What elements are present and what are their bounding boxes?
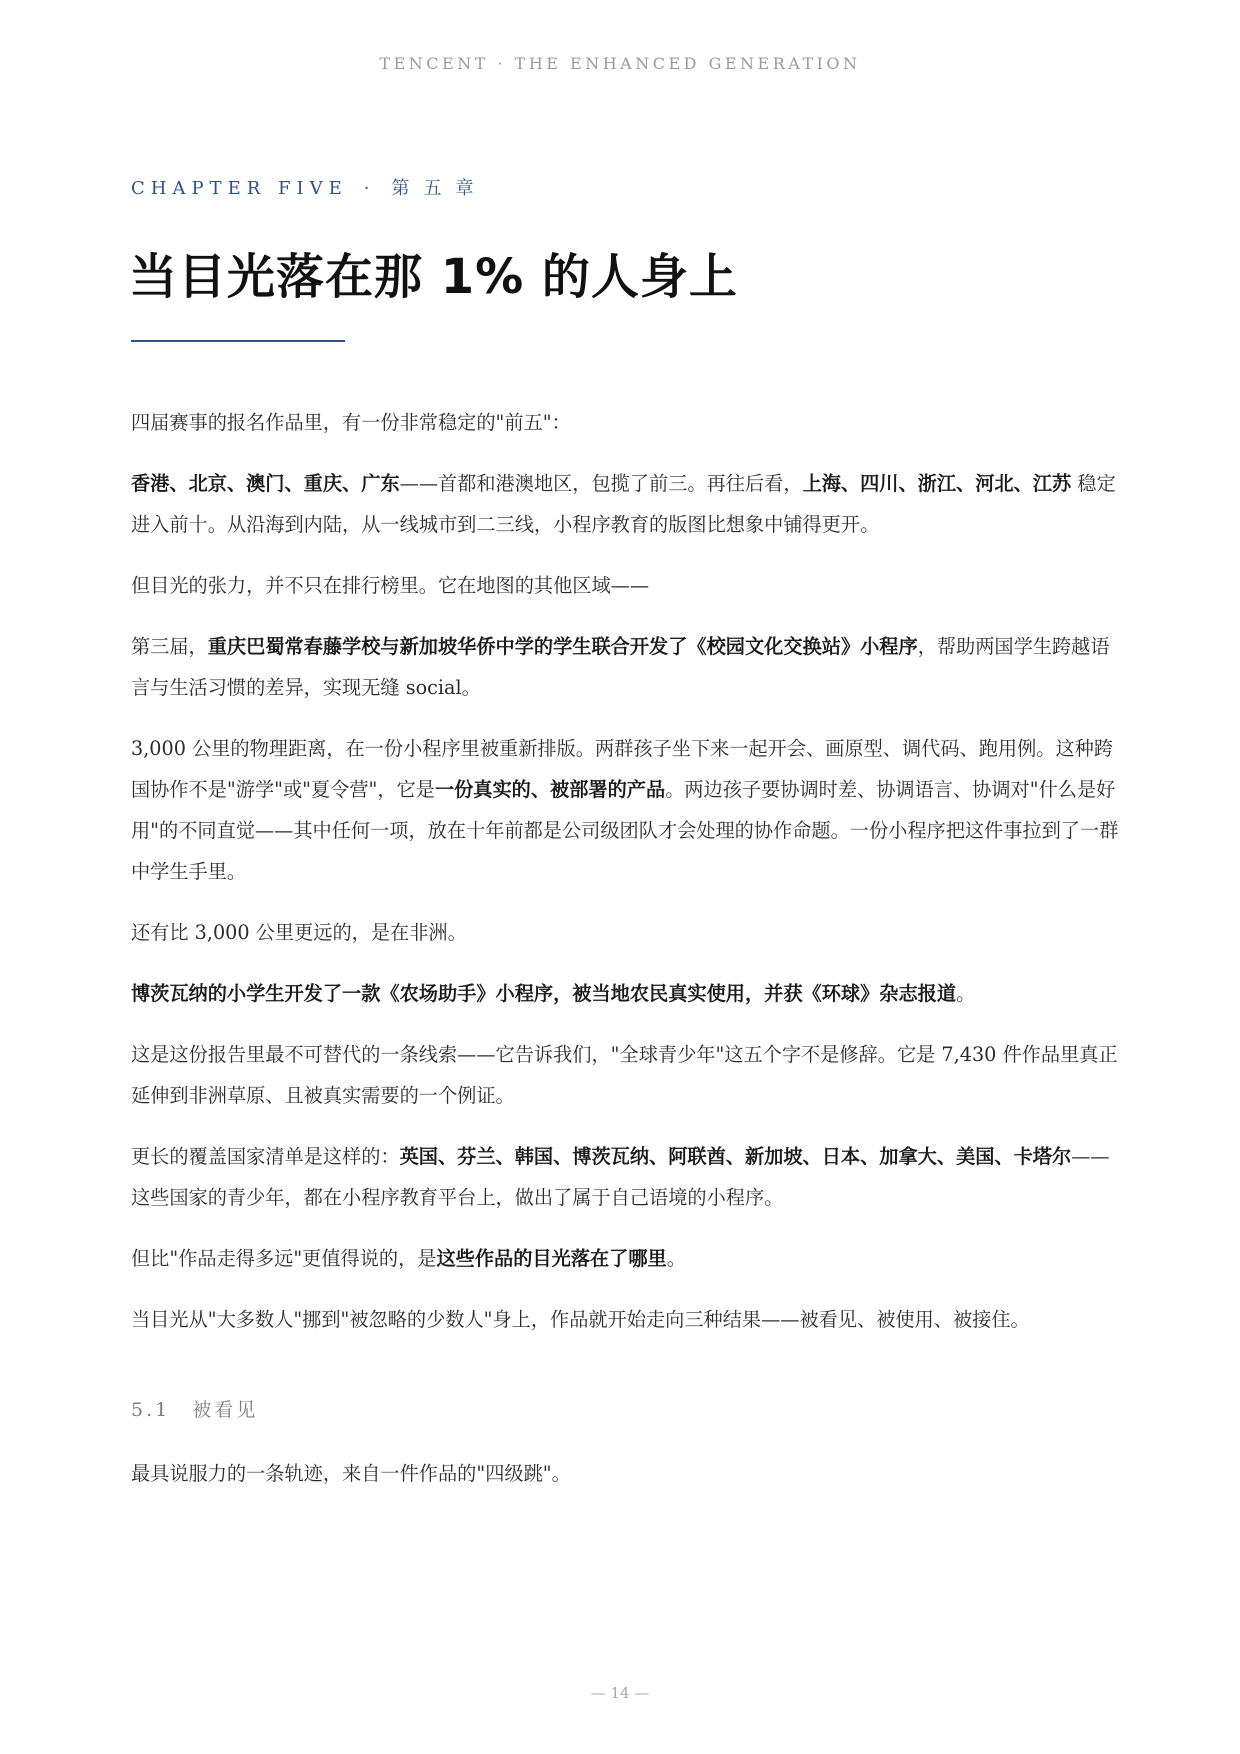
bold-text: 博茨瓦纳的小学生开发了一款《农场助手》小程序，被当地农民真实使用，并获《环球》杂志报道: [131, 982, 957, 1005]
text-run: 。: [666, 1247, 686, 1270]
bold-text: 这些作品的目光落在了哪里: [436, 1247, 667, 1270]
chapter-label-cn: 第五章: [391, 178, 488, 199]
running-head: TENCENT · THE ENHANCED GENERATION: [379, 54, 861, 73]
paragraph: 四届赛事的报名作品里，有一份非常稳定的"前五"：: [131, 411, 571, 434]
text-run: ——首都和港澳地区，包揽了前三。再往后看，: [399, 472, 803, 495]
chapter-title: 当目光落在那 1% 的人身上: [129, 249, 738, 305]
title-underline: [131, 340, 345, 342]
text-run: ——这些国家的青少年，都在小程序教育平台上，做出了属于自己语境的小程序。: [131, 1145, 1110, 1209]
chapter-label: [131, 174, 487, 200]
bold-text: 香港、北京、澳门、重庆、广东: [131, 472, 400, 495]
paragraph: [131, 1136, 1121, 1218]
text-run: 稳定进入前十。从沿海到内陆，从一线城市到二三线，小程序教育的版图比想象中铺得更开。: [131, 472, 1116, 536]
paragraph: [131, 463, 1121, 545]
section-heading: [131, 1390, 1121, 1431]
text-run: 3,000 公里的物理距离，在一份小程序里被重新排版。两群孩子坐下来一起开会、画原型、调代码、跑用例。这种跨国协作不是"游学"或"夏令营"，它是: [131, 737, 1114, 801]
bold-text: 上海、四川、浙江、河北、江苏: [802, 472, 1072, 495]
text-run: 但比"作品走得多远"更值得说的，是: [131, 1247, 437, 1270]
text-run: 第三届，: [131, 635, 208, 658]
bold-text: 一份真实的、被部署的产品: [434, 778, 666, 801]
chapter-separator: ·: [363, 178, 370, 199]
paragraph: 当目光从"大多数人"挪到"被忽略的少数人"身上，作品就开始走向三种结果——被看见、被使用、被接住。: [131, 1308, 1030, 1331]
chapter-label-en: CHAPTER FIVE: [131, 178, 348, 199]
paragraph: 还有比 3,000 公里更远的，是在非洲。: [131, 921, 467, 944]
paragraph: [131, 973, 1121, 1014]
paragraph: 最具说服力的一条轨迹，来自一件作品的"四级跳"。: [131, 1462, 571, 1485]
paragraph: 这是这份报告里最不可替代的一条线索——它告诉我们，"全球青少年"这五个字不是修辞。它是 7,430 件作品里真正延伸到非洲草原、且被真实需要的一个例证。: [131, 1043, 1118, 1107]
text-run: 。两边孩子要协调时差、协调语言、协调对"什么是好用"的不同直觉——其中任何一项，放在十年前都是公司级团队才会处理的协作命题。一份小程序把这件事拉到了一群中学生手里。: [131, 778, 1119, 883]
bold-text: 重庆巴蜀常春藤学校与新加坡华侨中学的学生联合开发了《校园文化交换站》小程序: [207, 635, 918, 658]
text-run: 更长的覆盖国家清单是这样的：: [131, 1145, 400, 1168]
paragraph: [131, 1238, 1121, 1279]
text-run: 。: [956, 982, 976, 1005]
page-number: — 14 —: [590, 1684, 650, 1702]
paragraph: [131, 626, 1121, 708]
text-run: ，帮助两国学生跨越语言与生活习惯的差异，实现无缝 social。: [131, 635, 1110, 699]
section-number: 5.1: [131, 1399, 171, 1421]
paragraph: [131, 728, 1121, 892]
section-title: 被看见: [192, 1399, 259, 1421]
bold-text: 英国、芬兰、韩国、博茨瓦纳、阿联酋、新加坡、日本、加拿大、美国、卡塔尔: [399, 1145, 1072, 1168]
section-paragraphs: [131, 1453, 1121, 1494]
body-text: [131, 402, 1121, 1514]
body-paragraphs: [131, 402, 1121, 1340]
paragraph: 但目光的张力，并不只在排行榜里。它在地图的其他区域——: [131, 574, 650, 597]
